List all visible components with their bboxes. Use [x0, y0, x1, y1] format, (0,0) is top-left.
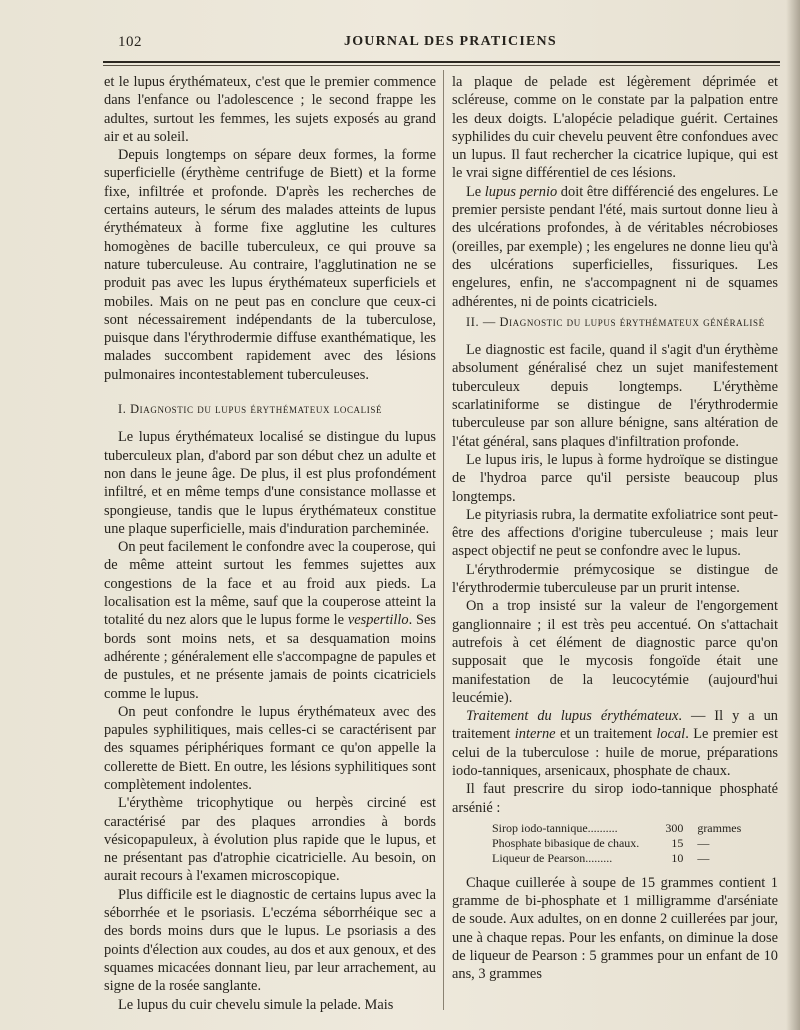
header-rule-thin — [103, 65, 780, 66]
prescription-table — [492, 821, 745, 866]
paragraph: la plaque de pelade est légèrement déprimée et scléreuse, comme on le constate par la palpation entre les deux doigts. L'alopécie peladique guérit. Certaines syphilides du cuir chevelu peuvent être confondues avec un lupus. Il faut rechercher la cicatrice lupique, qui est le vrai signe différentiel de ces lésions. — [452, 74, 778, 182]
paragraph: Plus difficile est le diagnostic de certains lupus avec la séborrhée et le psoriasis. L'eczéma séborrhéique sec a des bords moins durs que le lupus. Le psoriasis a des points d'élection aux coudes, au dos et aux genoux, et des squames micacées donnant lieu, par leur arrachement, au signe de la rosée sanglante. — [104, 886, 436, 995]
paragraph: Le lupus iris, le lupus à forme hydroïque se distingue de l'hydroa parce qu'il persiste beaucoup plus longtemps. — [452, 451, 778, 505]
ingredient-name: Phosphate bibasique de chaux. — [492, 835, 640, 850]
paragraph: Le diagnostic est facile, quand il s'agit d'un érythème absolument généralisé chez un sujet manifestement tuberculeux depuis longtemps. L'érythème scarlatiniforme se distingue de l'érythrodermie tuberculeuse par son allure bénigne, sans altération de l'état général, sans plaques d'infiltration profonde. — [452, 342, 778, 450]
header-rule — [103, 61, 780, 63]
text-run: et un traitement — [555, 726, 657, 743]
paragraph: On peut confondre le lupus érythémateux avec des papules syphilitiques, mais celles-ci se caractérisent par des squames périphériques formant ce qu'on appelle la collerette de Biett. En outre, les lésions syphilitiques sont complètement indolentes. — [104, 703, 436, 793]
ingredient-name: Sirop iodo-tannique.......... — [492, 820, 618, 835]
left-column — [104, 73, 436, 1014]
paragraph: Le lupus du cuir chevelu simule la pelade. Mais — [118, 996, 394, 1013]
table-row — [492, 821, 745, 836]
paragraph: Chaque cuillerée à soupe de 15 grammes contient 1 gramme de bi-phosphate et 1 milligramme d'arséniate de soude. Aux adultes, on en donne 2 cuillerées par jour, une à chaque repas. Pour les enfants, on diminue la dose de liqueur de Pearson : 5 grammes pour un enfant de 10 ans, 3 grammes — [452, 874, 778, 983]
table-row — [492, 836, 745, 851]
paragraph: L'érythrodermie prémycosique se distingue de l'érythrodermie tuberculeuse par un prurit intense. — [452, 561, 778, 597]
ingredient-quantity: 15 — [671, 835, 684, 850]
text-run: Le — [466, 183, 485, 200]
page-edge-shadow — [786, 0, 800, 1030]
paragraph: On a trop insisté sur la valeur de l'engorgement ganglionnaire ; il est très peu accentué. On s'attachait autrefois à cet élément de diagnostic parce qu'on supposait que le mycosis fongoïde était une manifestation de la leucocytémie (aujourd'hui leucémie). — [452, 598, 778, 706]
right-column — [452, 73, 778, 984]
ingredient-unit: — — [697, 835, 710, 850]
text-run: . Le premier est celui de la tuberculose : huile de morue, préparations iodo-tanniques, arsenicaux, phosphate de chaux. — [452, 726, 778, 779]
ingredient-unit: — — [697, 850, 710, 865]
italic-term: local — [656, 726, 686, 743]
italic-term: interne — [514, 726, 556, 743]
text-run: doit être différencié des engelures. Le premier persiste pendant l'été, mais surtout donne lieu à des ulcérations profondes, à de véritables nécrobioses (oreilles, par exemple) ; les engelures ne donne lieu qu'à des ulcérations superficielles, fissuriques. Les engelures, enfin, ne s'accompagnent ni de squames adhérentes, ni de points cicatriciels. — [452, 183, 779, 310]
section-heading: I. Diagnostic du lupus érythémateux localisé — [118, 402, 383, 417]
paragraph — [104, 538, 436, 703]
ingredient-unit: grammes — [697, 820, 742, 835]
paragraph: Depuis longtemps on sépare deux formes, la forme superficielle (érythème centrifuge de Biett) et la forme fixe, infiltrée et profonde. D'après les recherches de certains auteurs, le sérum des malades atteints de lupus érythémateux à forme fixe agglutine les cultures homogènes de bacille tuberculeux, ce qui prouve sa nature tuberculeuse. Au contraire, l'agglutination ne se produit pas avec les lupus érythémateux superficiels et mobiles. Mais on ne peut pas en conclure que ceux-ci sont nécessairement indépendants de la tuberculose, puisque dans l'érythrodermie diffuse exanthématique, les malades succombent rapidement avec des lésions pulmonaires incontestablement tuberculeuses. — [104, 147, 436, 383]
ingredient-quantity: 300 — [665, 820, 684, 835]
column-divider — [443, 70, 444, 1010]
text-run: . — Il y a un traitement — [452, 708, 778, 743]
paragraph: Le lupus érythémateux localisé se distingue du lupus tuberculeux plan, d'abord par son début chez un adulte et non dans le jeune âge. De plus, il est plus profondément infiltré, et en même temps d'une consistance mollasse et spongieuse, tandis que le lupus érythémateux constitue une plaque superficielle, mais d'induration parcheminée. — [104, 429, 436, 537]
running-title: JOURNAL DES PRATICIENS — [344, 34, 557, 49]
ingredient-quantity: 10 — [671, 850, 684, 865]
table-row — [492, 851, 745, 866]
italic-term: vespertillo — [347, 612, 409, 629]
page-number: 102 — [118, 34, 142, 50]
text-run: . Ses bords sont moins nets, et sa desquamation moins adhérente ; généralement elle s'accompagne de papules et de pustules, et ne présente jamais de points cicatriciels comme le lupus. — [104, 612, 436, 702]
paragraph — [452, 707, 778, 780]
section-heading: II. — Diagnostic du lupus érythémateux généralisé — [466, 314, 765, 329]
paragraph: Le pityriasis rubra, la dermatite exfoliatrice sont peut-être des affections d'origine tuberculeuse ; mais leur aspect objectif ne peut se confondre avec le lupus. — [452, 506, 778, 560]
text-run: On peut facilement le confondre avec la couperose, qui de même atteint surtout les femmes sujettes aux congestions de la face et au froid aux pieds. La localisation est la même, sauf que la couperose atteint la totalité du nez alors que le lupus forme le — [104, 539, 436, 629]
italic-heading: Traitement du lupus érythémateux — [466, 708, 679, 725]
italic-term: lupus pernio — [484, 183, 558, 200]
ingredient-name: Liqueur de Pearson......... — [492, 850, 613, 865]
paragraph: et le lupus érythémateux, c'est que le premier commence dans l'enfance ou l'adolescence ; le second frappe les adultes, surtout les femmes, les sujets exposés au grand air et au soleil. — [104, 74, 436, 145]
paragraph: Il faut prescrire du sirop iodo-tannique phosphaté arsénié : — [452, 781, 778, 816]
paragraph — [452, 183, 778, 311]
paragraph: L'érythème tricophytique ou herpès circiné est caractérisé par des plaques arrondies à bords vésicopapuleux, à évolution plus rapide que le lupus, et ne présentant pas d'atrophie cicatricielle. Au besoin, on aurait recours à l'examen microscopique. — [104, 795, 436, 885]
page-header — [118, 34, 774, 56]
